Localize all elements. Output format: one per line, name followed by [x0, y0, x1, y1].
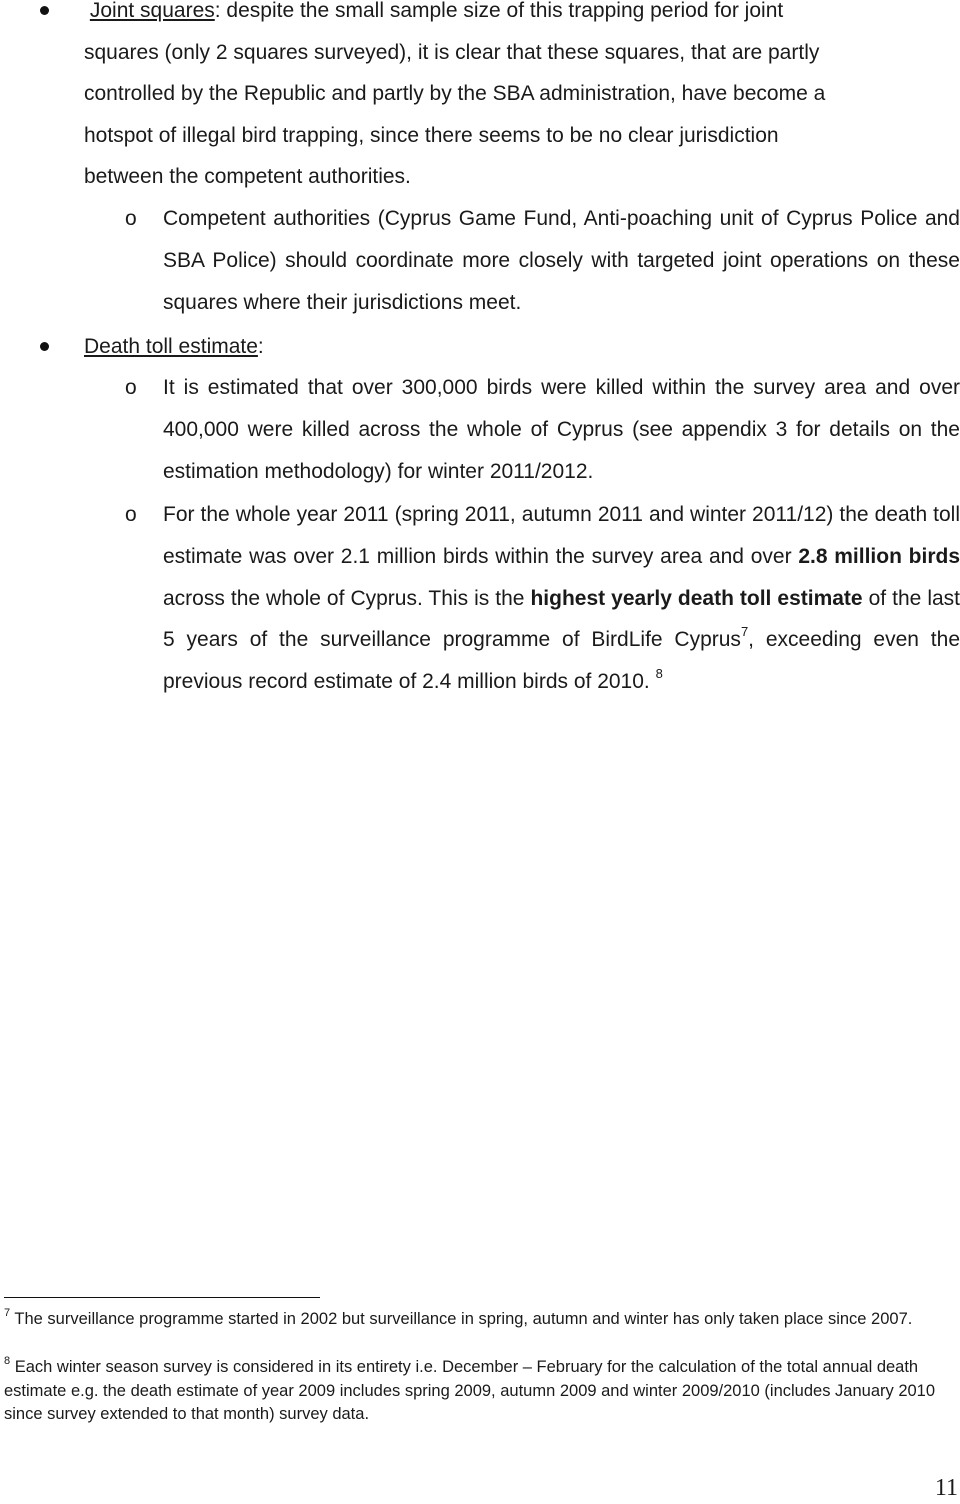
footnote-separator [4, 1297, 320, 1298]
joint-squares-line-3: controlled by the Republic and partly by the SBA administration, have become a [84, 82, 826, 105]
yearly-estimate-subitem: o For the whole year 2011 (spring 2011, autumn 2011 and winter 2011/12) the death toll estimate was over 2.1 million birds within the survey area and over 2.8 million birds across the whole of Cyprus. This is the highest yearly death toll estimate of the last 5 years of the surveillance programme of BirdLife Cyprus$^7$, exceeding even the previous record estimate of 2.4 million birds of 2010. $^8$ [163, 494, 960, 703]
sub-bullet-marker: o [125, 503, 137, 526]
footnote-number: 7 [4, 1307, 11, 1319]
joint-squares-line-2: squares (only 2 squares surveyed), it is clear that these squares, that are partly [84, 40, 820, 64]
competent-authorities-subitem [125, 198, 960, 323]
footnote-text: The surveillance programme started in 2002 but surveillance in spring, autumn and winter has only taken place since 2007. [10, 1310, 913, 1328]
winter-estimate-text: It is estimated that over 300,000 birds were killed within the survey area and over 400,000 were killed across the whole of Cyprus (see appendix 3 for details on the estimation methodology) for winter 2011/2012. [163, 376, 960, 483]
footnote-number: 8 [4, 1355, 11, 1367]
footnote-8 [4, 1356, 952, 1427]
footnote-text: Each winter season survey is considered in its entirety i.e. December – February for the calculation of the total annual death estimate e.g. the death estimate of year 2009 includes spring 2009, autumn 2009 and winter 2009/2010 (includes January 2010 since survey extended to that month) survey data. [4, 1358, 936, 1423]
joint-squares-line-4: hotspot of illegal bird trapping, since there seems to be no clear jurisdiction [84, 123, 779, 147]
joint-squares-title: Joint squares [89, 0, 215, 22]
sub-bullet-marker: o [125, 207, 137, 230]
competent-authorities-text: Competent authorities (Cyprus Game Fund, Anti-poaching unit of Cyprus Police and SBA Police) should coordinate more closely with targeted joint operations on these squares where their jurisdictions meet. [163, 207, 960, 314]
death-toll-title: Death toll estimate [84, 335, 258, 358]
joint-squares-bullet [84, 0, 960, 198]
bullet-dot-icon [40, 342, 49, 351]
footnote-ref-7[interactable]: 7 [740, 624, 749, 640]
footnote-ref-8[interactable]: 8 [655, 666, 663, 682]
death-toll-bullet: Death toll estimate: [84, 326, 960, 368]
bullet-dot-icon [40, 6, 49, 15]
joint-squares-line-1: Joint squares: despite the small sample size of this trapping period for joint [89, 0, 784, 22]
bold-million-birds: 2.8 million birds [798, 544, 960, 568]
joint-squares-line-5: between the competent authorities. [84, 165, 411, 188]
winter-estimate-subitem [125, 367, 960, 492]
page-number: 11 [934, 1475, 958, 1501]
bold-highest-estimate: highest yearly death toll estimate [530, 586, 863, 610]
sub-bullet-marker: o [125, 376, 137, 399]
footnote-7 [4, 1308, 952, 1332]
